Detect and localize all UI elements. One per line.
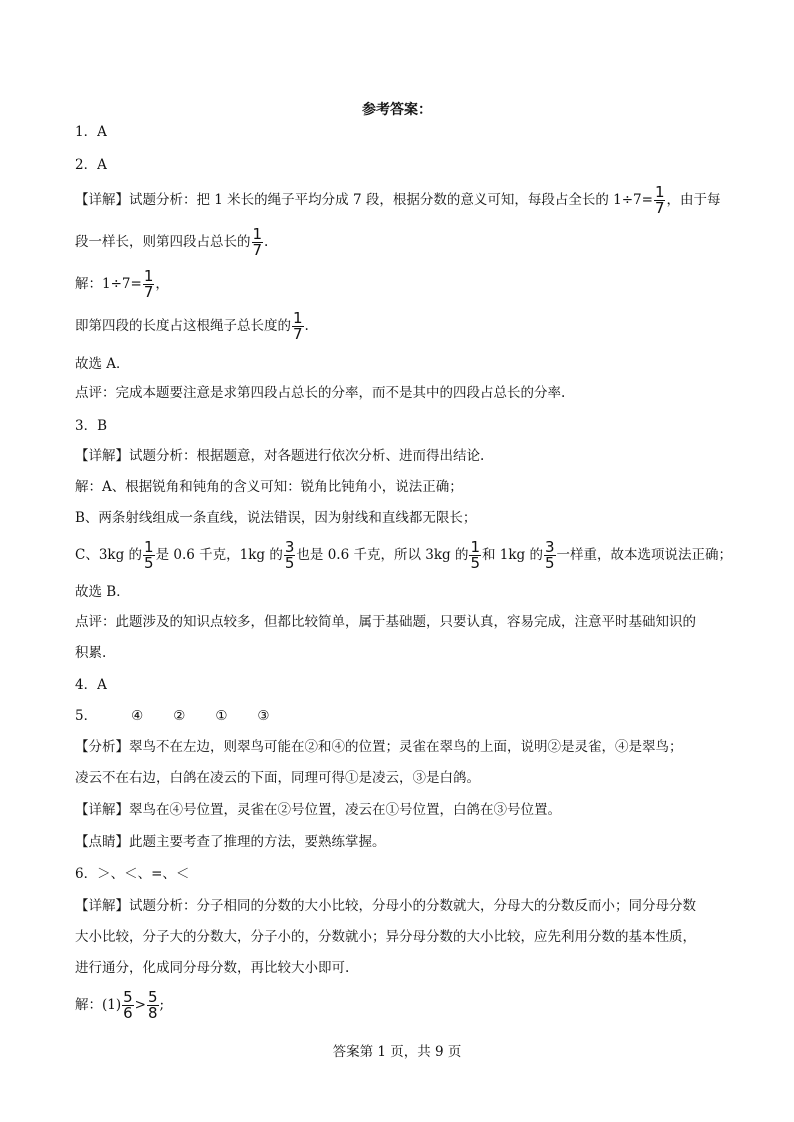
q6-detail-c: 进行通分，化成同分母分数，再比较大小即可. bbox=[75, 960, 350, 976]
q3-solution-b: B、两条射线组成一条直线，说法错误，因为射线和直线都无限长； bbox=[75, 510, 477, 526]
fraction: $\frac{1}{7}$ bbox=[252, 225, 263, 259]
q3-comment-a: 点评：此题涉及的知识点较多，但都比较简单，属于基础题，只要认真，容易完成，注意平时基础知识的 bbox=[75, 614, 696, 630]
q6-detail-b: 大小比较，分子大的分数大，分子小的，分数就小；异分母分数的大小比较，应先利用分数的基本性质， bbox=[75, 929, 696, 945]
q2-solution-2: 即第四段的长度占这根绳子总长度的 $\frac{1}{7}$ . bbox=[75, 309, 309, 343]
page-title: 参考答案： bbox=[362, 102, 432, 118]
answer-5-3: ① bbox=[215, 708, 228, 724]
q5-analysis-b: 凌云不在右边，白鸽在凌云的下面，同理可得①是凌云，③是白鸽。 bbox=[75, 770, 480, 786]
q6-solution: 解：(1) $\frac{5}{6}$ > $\frac{5}{8}$ ; bbox=[75, 988, 165, 1022]
fraction: $\frac{1}{7}$ bbox=[293, 309, 303, 343]
q5-analysis-a: 【分析】翠鸟不在左边，则翠鸟可能在②和④的位置；灵雀在翠鸟的上面，说明②是灵雀，④是翠鸟； bbox=[75, 739, 683, 755]
q3-detail: 【详解】试题分析：根据题意，对各题进行依次分析、进而得出结论. bbox=[75, 448, 485, 464]
fraction: $\frac{1}{5}$ bbox=[470, 538, 480, 572]
fraction: $\frac{1}{5}$ bbox=[144, 538, 154, 572]
answer-1: 1．A bbox=[75, 124, 107, 140]
answer-5-4: ③ bbox=[257, 708, 270, 724]
q2-choose: 故选 A． bbox=[75, 356, 130, 372]
answer-2: 2．A bbox=[75, 157, 107, 173]
answer-4: 4．A bbox=[75, 677, 107, 693]
q5-point: 【点睛】此题主要考查了推理的方法，要熟练掌握。 bbox=[75, 834, 386, 850]
q2-detail-line-2: 段一样长，则第四段占总长的 $\frac{1}{7}$ . bbox=[75, 225, 269, 259]
fraction: $\frac{3}{5}$ bbox=[545, 538, 555, 572]
q3-solution-c: C、3kg 的 $\frac{1}{5}$ 是 0.6 千克，1kg 的 $\frac{3}{5}$ 也是 0.6 千克，所以 3kg 的 $\frac{1}{5}$ 和 1kg 的 $\frac{3}{5}$ 一样重，故本选项说法正确； bbox=[75, 538, 733, 572]
q2-detail-line-1: 【详解】试题分析：把 1 米长的绳子平均分成 7 段，根据分数的意义可知，每段占全长的 1÷7= $\frac{1}{7}$ ，由于每 bbox=[75, 183, 721, 217]
answer-5-2: ② bbox=[173, 708, 186, 724]
fraction: $\frac{3}{5}$ bbox=[284, 538, 295, 572]
answer-5-1: ④ bbox=[131, 708, 144, 724]
fraction: $\frac{1}{7}$ bbox=[143, 267, 154, 301]
fraction: $\frac{5}{6}$ bbox=[123, 988, 133, 1022]
page-footer: 答案第 1 页，共 9 页 bbox=[332, 1044, 462, 1060]
fraction: $\frac{5}{8}$ bbox=[147, 988, 158, 1022]
answer-5: 5． ④ ② ① ③ bbox=[75, 708, 270, 724]
fraction: $\frac{1}{7}$ bbox=[654, 183, 665, 217]
q5-detail: 【详解】翠鸟在④号位置，灵雀在②号位置，凌云在①号位置，白鸽在③号位置。 bbox=[75, 802, 561, 818]
answer-6: 6．＞、＜、=、＜ bbox=[75, 866, 190, 882]
answer-3: 3．B bbox=[75, 418, 108, 434]
q6-detail-a: 【详解】试题分析：分子相同的分数的大小比较，分母小的分数就大，分母大的分数反而小；同分母分数 bbox=[75, 898, 696, 914]
q3-solution-a: 解：A、根据锐角和钝角的含义可知：锐角比钝角小，说法正确； bbox=[75, 479, 463, 495]
q3-choose: 故选 B． bbox=[75, 584, 130, 600]
q3-comment-b: 积累. bbox=[75, 645, 107, 661]
q2-comment: 点评：完成本题要注意是求第四段占总长的分率，而不是其中的四段占总长的分率. bbox=[75, 385, 566, 401]
q2-solution: 解：1÷7= $\frac{1}{7}$ ， bbox=[75, 267, 169, 301]
